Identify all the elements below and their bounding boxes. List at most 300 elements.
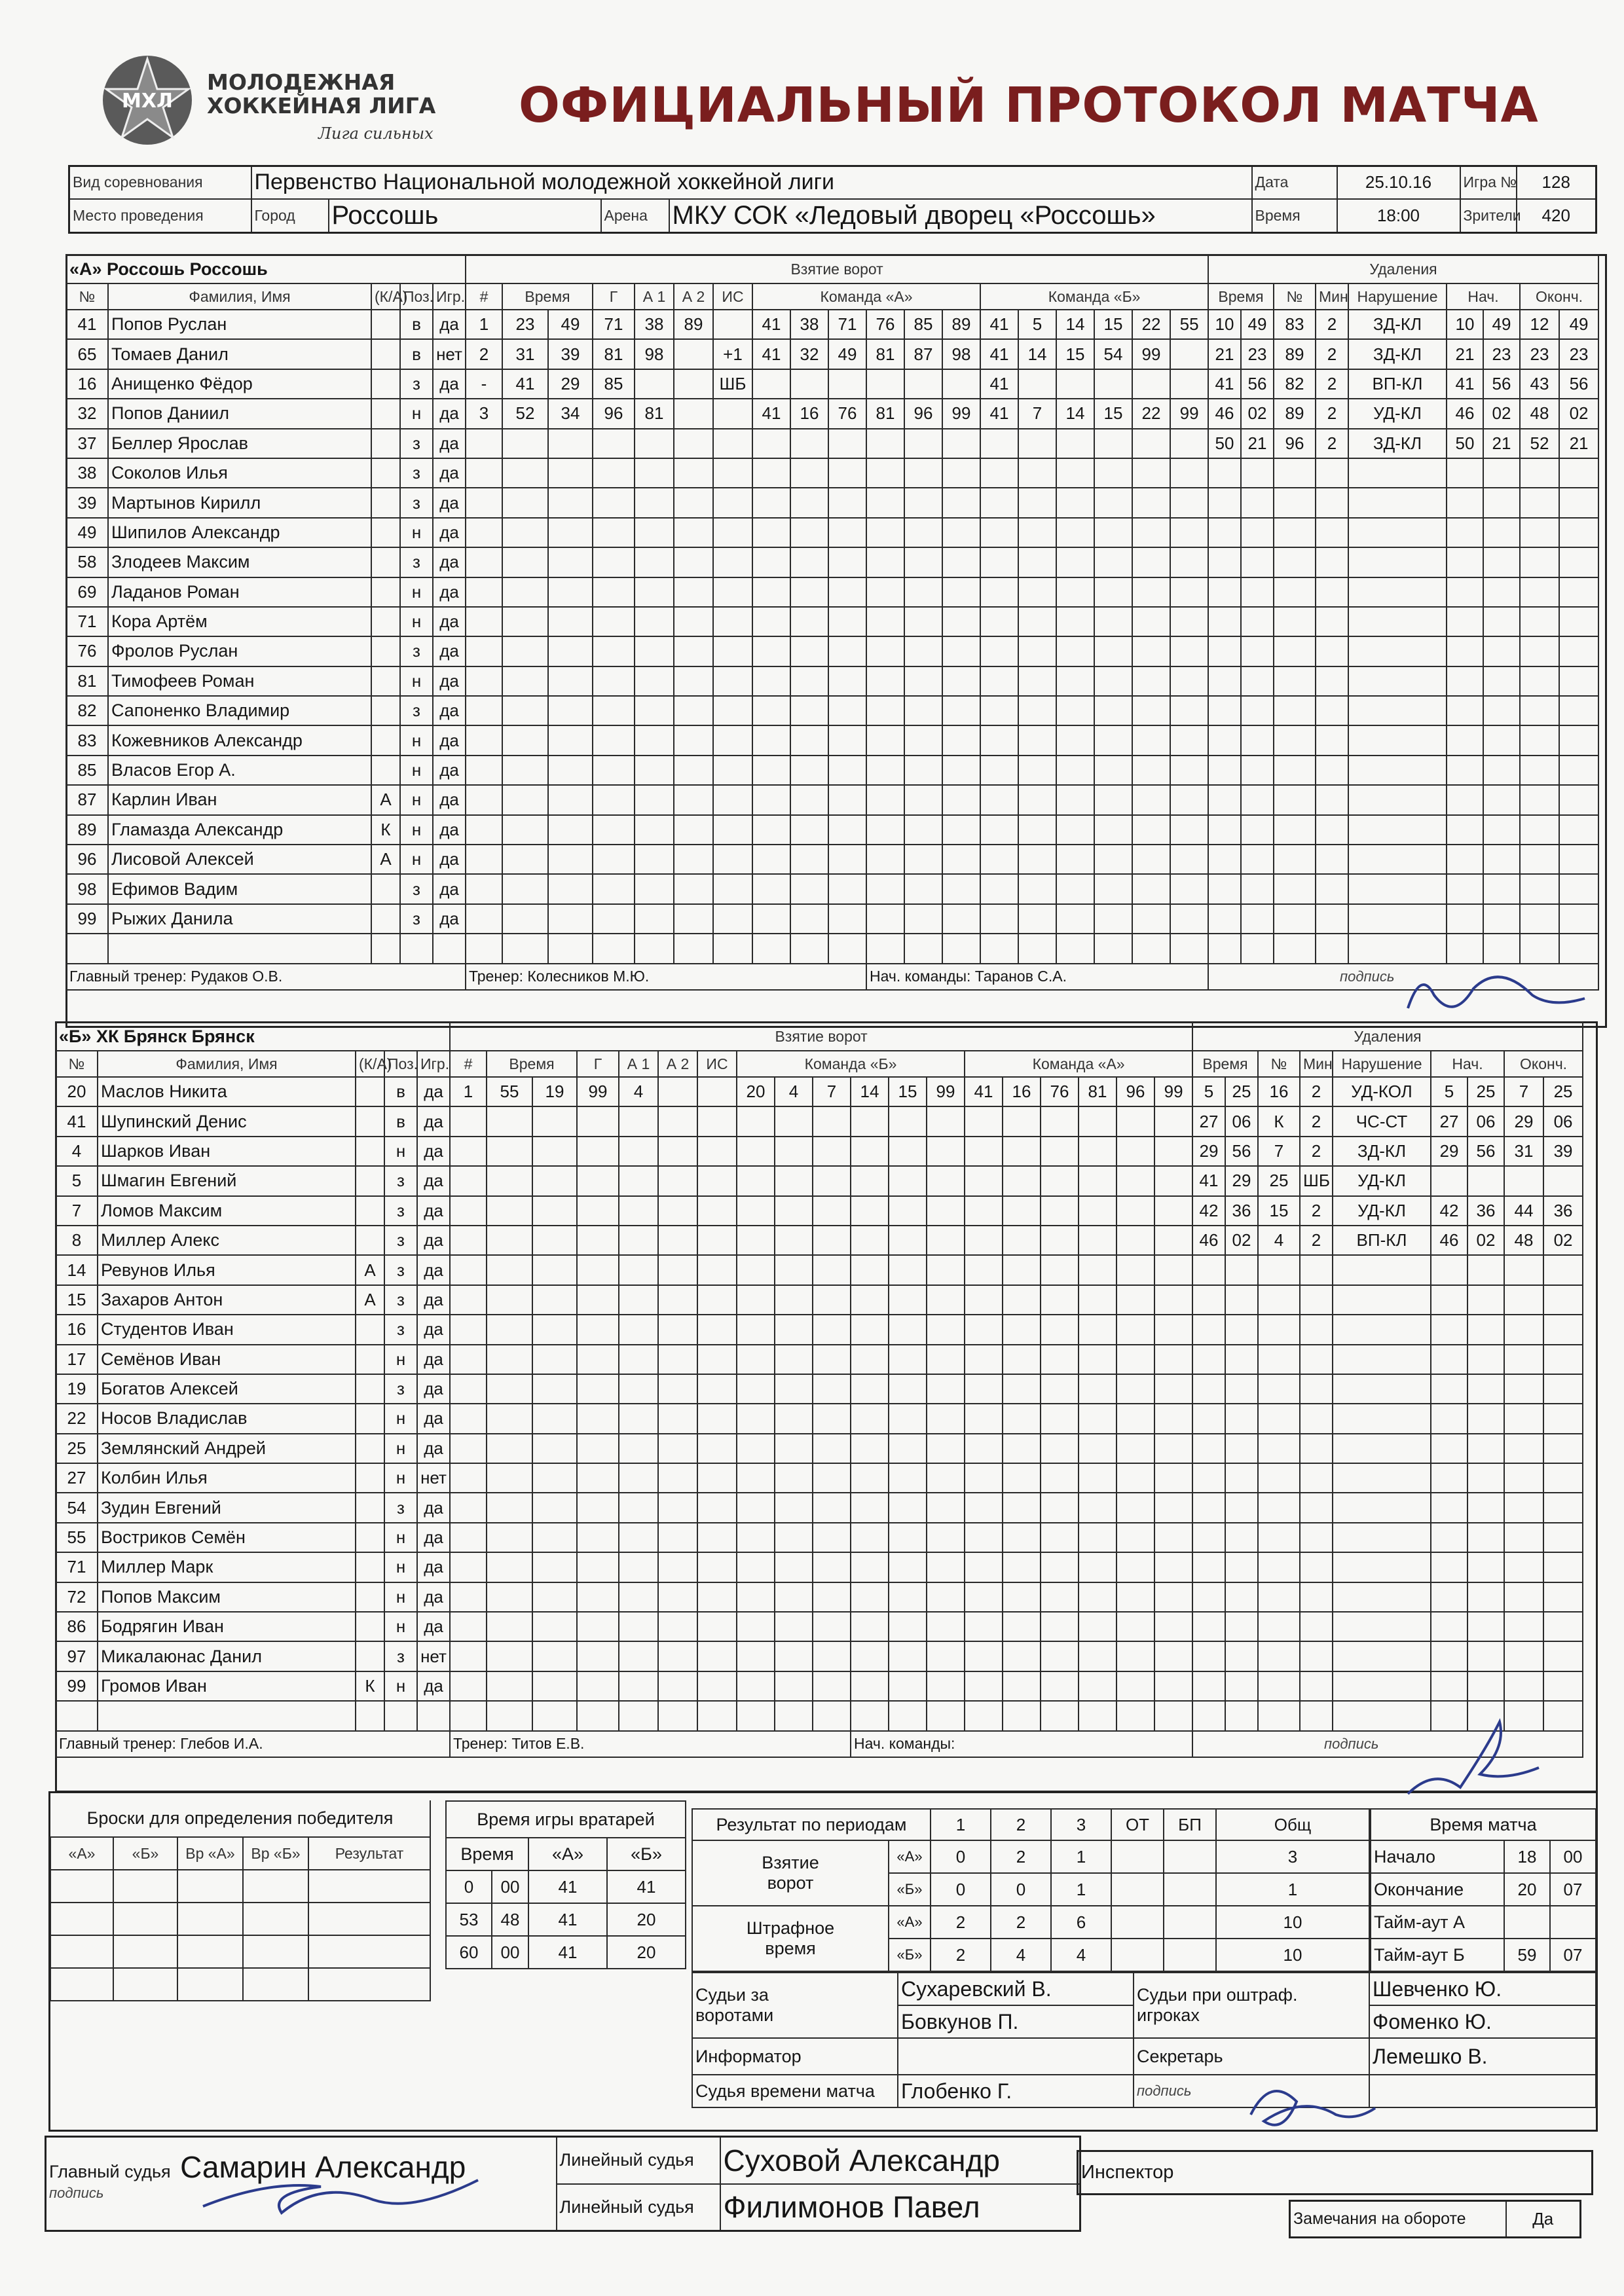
- spectators-label: Зрители: [1460, 199, 1517, 233]
- goals-a: 1: [1051, 1840, 1111, 1873]
- penalty-cell: 49: [1241, 310, 1274, 339]
- goal-cell: 5: [1018, 310, 1056, 339]
- goalie-cell: 60: [446, 1936, 492, 1969]
- penalty-cell: 25: [1543, 1077, 1583, 1106]
- goal-cell: 41: [502, 369, 548, 399]
- pim-b: 4: [991, 1939, 1051, 1971]
- player-played: да: [417, 1077, 450, 1106]
- penalty-cell: 27: [1192, 1106, 1225, 1136]
- goal-cell: 96: [1116, 1077, 1154, 1106]
- player-number: 58: [66, 547, 108, 577]
- player-role: А: [371, 785, 400, 814]
- player-position: з: [384, 1285, 417, 1315]
- goal-cell: 22: [1132, 310, 1170, 339]
- player-played: да: [433, 756, 466, 785]
- penalty-cell: 4: [1258, 1226, 1300, 1255]
- player-played: да: [433, 547, 466, 577]
- player-name: Попов Даниил: [108, 399, 371, 428]
- player-position: н: [400, 785, 433, 814]
- player-name: Студентов Иван: [98, 1315, 356, 1344]
- player-number: 20: [56, 1077, 98, 1106]
- goal-cell: 71: [828, 310, 866, 339]
- goalie-col-time: Время: [446, 1838, 528, 1870]
- goals-label: Взятие ворот: [692, 1840, 889, 1906]
- penalty-cell: 48: [1520, 399, 1559, 428]
- player-name: Гламазда Александр: [108, 815, 371, 845]
- player-number: 37: [66, 429, 108, 458]
- player-position: в: [384, 1106, 417, 1136]
- goals-title: Взятие ворот: [450, 1022, 1192, 1051]
- col-pen-num: №: [1258, 1051, 1300, 1077]
- signature-label: подпись: [1208, 964, 1598, 990]
- goal-cell: 20: [737, 1077, 775, 1106]
- col-pen-infraction: Нарушение: [1348, 283, 1447, 310]
- goal-cell: 22: [1132, 399, 1170, 428]
- penalty-cell: 21: [1447, 339, 1483, 369]
- col-goal-scorer: Г: [593, 283, 635, 310]
- player-name: Сапоненко Владимир: [108, 696, 371, 725]
- player-position: н: [400, 666, 433, 696]
- player-played: да: [433, 696, 466, 725]
- penalty-cell: 50: [1208, 429, 1241, 458]
- period-col: ОТ: [1111, 1809, 1164, 1840]
- player-number: 65: [66, 339, 108, 369]
- player-number: 54: [56, 1493, 98, 1522]
- goals-a-total: 3: [1216, 1840, 1369, 1873]
- player-name: Семёнов Иван: [98, 1345, 356, 1374]
- player-played: да: [417, 1255, 450, 1285]
- col-pen-end: Оконч.: [1520, 283, 1598, 310]
- penalty-cell: 29: [1192, 1137, 1225, 1166]
- player-played: да: [417, 1493, 450, 1522]
- pim-b: 4: [1051, 1939, 1111, 1971]
- end-label: Окончание: [1371, 1873, 1504, 1906]
- penalty-cell: 46: [1431, 1226, 1467, 1255]
- penalty-cell: УД-КЛ: [1348, 399, 1447, 428]
- goals-a: 0: [931, 1840, 991, 1873]
- secretary-label: Секретарь: [1134, 2038, 1369, 2075]
- penalty-cell: 23: [1483, 339, 1520, 369]
- game-number: 128: [1517, 166, 1596, 199]
- linesman-label-1: Линейный судья: [557, 2137, 720, 2184]
- player-number: 72: [56, 1582, 98, 1612]
- col-name: Фамилия, Имя: [108, 283, 371, 310]
- player-played: да: [417, 1582, 450, 1612]
- goal-cell: ШБ: [713, 369, 752, 399]
- goal-cell: 38: [790, 310, 828, 339]
- penalty-cell: 02: [1559, 399, 1598, 428]
- player-played: да: [417, 1523, 450, 1552]
- city-value: Россошь: [329, 199, 601, 233]
- penalty-cell: 23: [1520, 339, 1559, 369]
- goal-cell: 39: [548, 339, 593, 369]
- player-role: А: [356, 1255, 384, 1285]
- player-played: да: [433, 785, 466, 814]
- shootout-title: Броски для определения победителя: [50, 1800, 430, 1837]
- player-number: 5: [56, 1166, 98, 1195]
- player-name: Тимофеев Роман: [108, 666, 371, 696]
- player-number: 8: [56, 1226, 98, 1255]
- coach-b-signature: [1408, 1722, 1539, 1794]
- player-number: 87: [66, 785, 108, 814]
- col-num: №: [56, 1051, 98, 1077]
- player-played: да: [417, 1671, 450, 1701]
- player-name: Миллер Алекс: [98, 1226, 356, 1255]
- penalty-cell: ЗД-КЛ: [1348, 310, 1447, 339]
- row-a: «А»: [889, 1906, 931, 1939]
- player-number: 17: [56, 1345, 98, 1374]
- player-played: нет: [417, 1641, 450, 1671]
- goal-cell: 99: [927, 1077, 965, 1106]
- player-position: н: [384, 1523, 417, 1552]
- player-number: 22: [56, 1404, 98, 1433]
- league-name-line2: ХОККЕЙНАЯ ЛИГА: [207, 93, 436, 118]
- player-position: з: [400, 636, 433, 666]
- player-number: 71: [66, 607, 108, 636]
- player-name: Востриков Семён: [98, 1523, 356, 1552]
- goals-a: 2: [991, 1840, 1051, 1873]
- player-played: да: [417, 1137, 450, 1166]
- penalty-cell: 31: [1504, 1137, 1543, 1166]
- time-value: 18:00: [1337, 199, 1460, 233]
- timekeeper-label: Судья времени матча: [692, 2075, 898, 2107]
- penalty-cell: 10: [1447, 310, 1483, 339]
- player-position: з: [384, 1641, 417, 1671]
- secretary-value: Лемешко В.: [1369, 2038, 1596, 2075]
- goal-cell: 98: [942, 339, 980, 369]
- penalty-cell: 2: [1316, 429, 1348, 458]
- pim-b: 2: [931, 1939, 991, 1971]
- goal-cell: 7: [813, 1077, 851, 1106]
- goals-b-total: 1: [1216, 1873, 1369, 1906]
- penalty-cell: 96: [1274, 429, 1316, 458]
- row-a: «А»: [889, 1840, 931, 1873]
- start-hour: 18: [1504, 1840, 1550, 1873]
- pim-a: 6: [1051, 1906, 1111, 1939]
- player-number: 71: [56, 1552, 98, 1582]
- col-team-first: Команда «Б»: [737, 1051, 965, 1077]
- col-goal-num: #: [466, 283, 502, 310]
- player-name: Шупинский Денис: [98, 1106, 356, 1136]
- player-position: в: [400, 339, 433, 369]
- player-number: 49: [66, 518, 108, 547]
- col-goal-scorer: Г: [577, 1051, 619, 1077]
- player-position: в: [400, 310, 433, 339]
- goal-cell: 1: [450, 1077, 487, 1106]
- player-name: Анищенко Фёдор: [108, 369, 371, 399]
- player-number: 86: [56, 1612, 98, 1641]
- timeout-a-label: Тайм-аут А: [1371, 1906, 1504, 1939]
- penalty-cell: 25: [1467, 1077, 1504, 1106]
- penalty-cell: 29: [1225, 1166, 1258, 1195]
- player-played: да: [433, 399, 466, 428]
- player-name: Носов Владислав: [98, 1404, 356, 1433]
- penalty-cell: 2: [1300, 1196, 1333, 1226]
- goal-cell: 76: [828, 399, 866, 428]
- goal-cell: 76: [866, 310, 904, 339]
- player-name: Шарков Иван: [98, 1137, 356, 1166]
- goal-cell: 16: [1003, 1077, 1041, 1106]
- penalty-cell: 02: [1241, 399, 1274, 428]
- penalty-cell: 2: [1300, 1226, 1333, 1255]
- player-played: да: [417, 1434, 450, 1463]
- period-col: 1: [931, 1809, 991, 1840]
- period-col: Общ: [1216, 1809, 1369, 1840]
- goal-cell: 99: [577, 1077, 619, 1106]
- player-name: Кора Артём: [108, 607, 371, 636]
- player-name: Власов Егор А.: [108, 756, 371, 785]
- penalty-cell: К: [1258, 1106, 1300, 1136]
- penalty-cell: 89: [1274, 339, 1316, 369]
- timeout-b-minute: 07: [1550, 1939, 1596, 1971]
- player-position: н: [400, 577, 433, 607]
- spectators-value: 420: [1517, 199, 1596, 233]
- player-number: 19: [56, 1374, 98, 1404]
- player-position: н: [384, 1612, 417, 1641]
- player-name: Ефимов Вадим: [108, 874, 371, 903]
- row-b: «Б»: [889, 1873, 931, 1906]
- linesman-label-2: Линейный судья: [557, 2184, 720, 2231]
- match-time-title: Время матча: [1371, 1809, 1596, 1840]
- date-value: 25.10.16: [1337, 166, 1460, 199]
- player-played: да: [433, 607, 466, 636]
- player-name: Фролов Руслан: [108, 636, 371, 666]
- goal-cell: 81: [635, 399, 674, 428]
- goal-cell: 54: [1094, 339, 1132, 369]
- goal-cell: 81: [1079, 1077, 1116, 1106]
- referee-signature: [203, 2180, 478, 2213]
- player-name: Микалаюнас Данил: [98, 1641, 356, 1671]
- penalties-title: Удаления: [1208, 255, 1598, 283]
- player-name: Зудин Евгений: [98, 1493, 356, 1522]
- player-position: з: [400, 488, 433, 517]
- penalty-cell: 27: [1431, 1106, 1467, 1136]
- logo-text: МХЛ: [122, 90, 173, 113]
- goal-cell: 41: [980, 310, 1018, 339]
- team-title: «Б» ХК Брянск Брянск: [56, 1022, 450, 1051]
- penalty-cell: 12: [1520, 310, 1559, 339]
- goal-cell: 41: [980, 369, 1018, 399]
- coach-a-signature: [1408, 977, 1585, 1008]
- player-name: Ломов Максим: [98, 1196, 356, 1226]
- player-name: Беллер Ярослав: [108, 429, 371, 458]
- col-pen-start: Нач.: [1431, 1051, 1504, 1077]
- penalty-cell: 29: [1504, 1106, 1543, 1136]
- player-played: да: [417, 1315, 450, 1344]
- penalty-cell: 2: [1316, 399, 1348, 428]
- penalty-cell: 2: [1300, 1077, 1333, 1106]
- goalie-cell: 00: [492, 1936, 528, 1969]
- player-name: Ладанов Роман: [108, 577, 371, 607]
- penbox-judge-1: Шевченко Ю.: [1369, 1973, 1596, 2005]
- player-played: нет: [433, 339, 466, 369]
- player-position: з: [400, 429, 433, 458]
- goal-cell: 41: [752, 339, 790, 369]
- goal-cell: 14: [851, 1077, 889, 1106]
- player-number: 41: [66, 310, 108, 339]
- goal-cell: 99: [1170, 399, 1208, 428]
- goal-cell: 89: [942, 310, 980, 339]
- penalty-cell: 50: [1447, 429, 1483, 458]
- player-played: да: [433, 636, 466, 666]
- col-name: Фамилия, Имя: [98, 1051, 356, 1077]
- player-name: Маслов Никита: [98, 1077, 356, 1106]
- player-number: 39: [66, 488, 108, 517]
- penalty-cell: 48: [1504, 1226, 1543, 1255]
- goal-judge-1: Сухаревский В.: [898, 1973, 1134, 2005]
- player-name: Шмагин Евгений: [98, 1166, 356, 1195]
- shootout-col: «Б»: [113, 1837, 177, 1870]
- league-name-line1: МОЛОДЕЖНАЯ: [207, 69, 396, 95]
- goals-b: 0: [991, 1873, 1051, 1906]
- inspector-label: Инспектор: [1078, 2151, 1593, 2195]
- penbox-judge-2: Фоменко Ю.: [1369, 2005, 1596, 2038]
- informer-label: Информатор: [692, 2038, 898, 2075]
- col-played: Игр.: [433, 283, 466, 310]
- period-col: БП: [1164, 1809, 1216, 1840]
- col-pen-end: Оконч.: [1504, 1051, 1583, 1077]
- goal-cell: -: [466, 369, 502, 399]
- shootout-col: «А»: [50, 1837, 113, 1870]
- penalty-cell: 83: [1274, 310, 1316, 339]
- penbox-judges-label: Судьи при оштраф. игроках: [1134, 1973, 1369, 2038]
- goalie-cell: 41: [528, 1903, 607, 1936]
- player-name: Бодрягин Иван: [98, 1612, 356, 1641]
- col-assist-2: А 2: [674, 283, 713, 310]
- coach: Тренер: Титов Е.В.: [450, 1731, 851, 1757]
- player-position: з: [384, 1315, 417, 1344]
- player-played: да: [433, 874, 466, 903]
- col-pen-min: Мин: [1316, 283, 1348, 310]
- player-position: н: [400, 399, 433, 428]
- player-number: 7: [56, 1196, 98, 1226]
- head-coach: Главный тренер: Глебов И.А.: [56, 1731, 450, 1757]
- periods-title: Результат по периодам: [692, 1809, 931, 1840]
- penalty-cell: 06: [1467, 1106, 1504, 1136]
- competition-label: Вид соревнования: [69, 166, 251, 199]
- game-label: Игра №: [1460, 166, 1517, 199]
- penalty-cell: 25: [1225, 1077, 1258, 1106]
- goal-cell: 99: [942, 399, 980, 428]
- penalty-cell: 46: [1447, 399, 1483, 428]
- competition-value: Первенство Национальной молодежной хоккейной лиги: [251, 166, 1252, 199]
- penalty-cell: ВП-КЛ: [1348, 369, 1447, 399]
- referee-signature-label: подпись: [49, 2185, 104, 2201]
- penalty-cell: 44: [1504, 1196, 1543, 1226]
- col-team-second: Команда «Б»: [980, 283, 1208, 310]
- penalty-cell: 7: [1504, 1077, 1543, 1106]
- player-number: 4: [56, 1137, 98, 1166]
- referee-name: Самарин Александр: [180, 2150, 466, 2184]
- penalties-title: Удаления: [1192, 1022, 1583, 1051]
- penalty-cell: 56: [1559, 369, 1598, 399]
- league-slogan: Лига сильных: [318, 124, 434, 143]
- player-number: 25: [56, 1434, 98, 1463]
- player-number: 32: [66, 399, 108, 428]
- secretary-signature-label: подпись: [1134, 2075, 1369, 2107]
- col-pen-time: Время: [1208, 283, 1274, 310]
- penalty-cell: 49: [1559, 310, 1598, 339]
- player-position: в: [384, 1077, 417, 1106]
- player-position: н: [384, 1671, 417, 1701]
- player-position: н: [400, 725, 433, 755]
- goal-cell: 76: [1041, 1077, 1079, 1106]
- player-played: да: [417, 1612, 450, 1641]
- goal-cell: 96: [904, 399, 942, 428]
- player-number: 16: [66, 369, 108, 399]
- goal-cell: 96: [593, 399, 635, 428]
- time-label: Время: [1252, 199, 1337, 233]
- goal-cell: 34: [548, 399, 593, 428]
- goal-cell: 16: [790, 399, 828, 428]
- goal-cell: 14: [1056, 310, 1094, 339]
- player-played: да: [417, 1374, 450, 1404]
- player-position: н: [400, 756, 433, 785]
- penalty-cell: 89: [1274, 399, 1316, 428]
- player-role: А: [356, 1285, 384, 1315]
- penalty-cell: 56: [1483, 369, 1520, 399]
- player-name: Шипилов Александр: [108, 518, 371, 547]
- player-position: н: [384, 1345, 417, 1374]
- player-position: з: [384, 1196, 417, 1226]
- penalty-cell: ВП-КЛ: [1333, 1226, 1431, 1255]
- penalty-cell: 15: [1258, 1196, 1300, 1226]
- goal-cell: 41: [980, 399, 1018, 428]
- goal-cell: 99: [1132, 339, 1170, 369]
- player-number: 14: [56, 1255, 98, 1285]
- coach: Тренер: Колесников М.Ю.: [466, 964, 866, 990]
- goal-cell: 99: [1154, 1077, 1192, 1106]
- goalie-col-a: «А»: [528, 1838, 607, 1870]
- team-chief: Нач. команды:: [851, 1731, 1192, 1757]
- penalty-cell: УД-КЛ: [1333, 1166, 1431, 1195]
- pim-b-total: 10: [1216, 1939, 1369, 1971]
- team-chief: Нач. команды: Таранов С.А.: [866, 964, 1208, 990]
- player-position: з: [384, 1226, 417, 1255]
- col-ka: (К/А): [356, 1051, 384, 1077]
- player-role: К: [356, 1671, 384, 1701]
- goal-cell: 2: [466, 339, 502, 369]
- secretary-signature: [1251, 2091, 1375, 2125]
- shootout-col: Вр «А»: [177, 1837, 243, 1870]
- col-situation: ИС: [713, 283, 752, 310]
- player-number: 83: [66, 725, 108, 755]
- goal-cell: 81: [866, 339, 904, 369]
- penalty-cell: УД-КЛ: [1333, 1196, 1431, 1226]
- goalie-col-b: «Б»: [607, 1838, 686, 1870]
- player-position: з: [384, 1166, 417, 1195]
- goal-cell: 87: [904, 339, 942, 369]
- col-team-first: Команда «А»: [752, 283, 980, 310]
- linesman-2: Филимонов Павел: [720, 2184, 1080, 2231]
- penalty-cell: 06: [1543, 1106, 1583, 1136]
- end-hour: 20: [1504, 1873, 1550, 1906]
- team-title: «А» Россошь Россошь: [66, 255, 466, 283]
- penalty-cell: 7: [1258, 1137, 1300, 1166]
- player-played: да: [433, 518, 466, 547]
- player-name: Лисовой Алексей: [108, 845, 371, 874]
- player-name: Кожевников Александр: [108, 725, 371, 755]
- player-name: Попов Максим: [98, 1582, 356, 1612]
- player-played: да: [433, 904, 466, 934]
- penalty-cell: 36: [1467, 1196, 1504, 1226]
- goal-cell: 41: [980, 339, 1018, 369]
- goalie-cell: 20: [607, 1903, 686, 1936]
- player-position: н: [400, 518, 433, 547]
- col-pos: Поз.: [400, 283, 433, 310]
- head-coach: Главный тренер: Рудаков О.В.: [66, 964, 466, 990]
- player-number: 98: [66, 874, 108, 903]
